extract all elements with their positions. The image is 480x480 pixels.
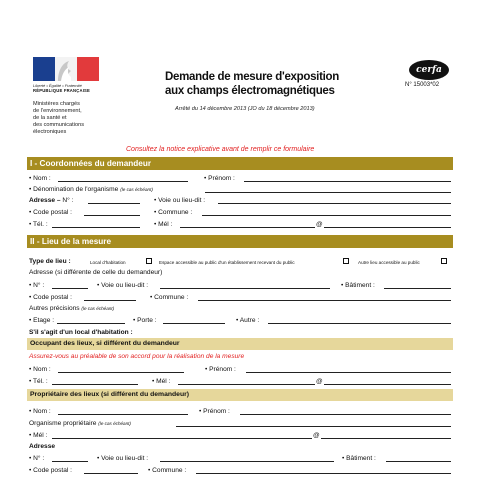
- field-voie[interactable]: [218, 203, 451, 204]
- label-lieu-batiment: • Bâtiment :: [341, 282, 375, 289]
- denomination-text: • Dénomination de l'organisme: [29, 186, 119, 193]
- occupant-note: Assurez-vous au préalable de son accord pour la réalisation de la mesure: [29, 353, 245, 360]
- numero-text: N° :: [62, 197, 74, 204]
- republique-logo: [33, 57, 99, 81]
- ministry-block: [33, 101, 118, 136]
- section-1-header: I - Coordonnées du demandeur: [27, 157, 453, 170]
- label-lieu-voie: • Voie ou lieu-dit :: [97, 282, 149, 289]
- occupant-at-sign: @: [316, 378, 323, 385]
- label-prenom: • Prénom :: [204, 175, 235, 182]
- field-occupant-tel[interactable]: [52, 384, 138, 385]
- ministry-line: des communications: [33, 122, 84, 128]
- label-tel: • Tél. :: [29, 221, 48, 228]
- arrete-reference: Arrêté du 14 décembre 2013 (JO du 18 décembre 2013): [175, 106, 315, 112]
- label-adresse-diff: Adresse (si différente de celle du demandeur): [29, 269, 163, 276]
- field-prop-nom[interactable]: [58, 414, 188, 415]
- field-denomination[interactable]: [205, 192, 451, 193]
- label-etage: • Etage :: [29, 317, 55, 324]
- label-commune: • Commune :: [154, 209, 193, 216]
- label-autre: • Autre :: [236, 317, 260, 324]
- label-prop-numero: • N° :: [29, 455, 45, 462]
- field-prop-commune[interactable]: [196, 473, 451, 474]
- field-mel-user[interactable]: [180, 227, 315, 228]
- field-occupant-prenom[interactable]: [246, 372, 451, 373]
- label-occupant-mel: • Mél :: [152, 378, 171, 385]
- checkbox-espace-public[interactable]: [343, 258, 349, 264]
- field-lieu-code-postal[interactable]: [84, 300, 136, 301]
- label-lieu-commune: • Commune :: [150, 294, 189, 301]
- checkbox-autre-lieu[interactable]: [441, 258, 447, 264]
- flag-white-band: [55, 57, 77, 81]
- field-commune[interactable]: [202, 215, 451, 216]
- flag-blue-band: [33, 57, 55, 81]
- label-adresse: [29, 196, 73, 205]
- label-autres-precisions: [29, 304, 114, 313]
- adresse-text: Adresse –: [29, 197, 61, 204]
- label-prop-voie: • Voie ou lieu-dit :: [97, 455, 149, 462]
- field-lieu-commune[interactable]: [198, 300, 451, 301]
- field-autre[interactable]: [268, 323, 451, 324]
- field-occupant-nom[interactable]: [58, 372, 184, 373]
- republique-label: RÉPUBLIQUE FRANÇAISE: [33, 88, 91, 93]
- title-line-1: Demande de mesure d'exposition: [165, 71, 339, 83]
- field-nom[interactable]: [58, 181, 188, 182]
- field-lieu-voie[interactable]: [160, 288, 330, 289]
- section-2-header: II - Lieu de la mesure: [27, 235, 453, 248]
- label-porte: • Porte :: [133, 317, 157, 324]
- label-prop-prenom: • Prénom :: [199, 408, 230, 415]
- label-denomination: [29, 185, 153, 194]
- ministry-line: électroniques: [33, 129, 67, 135]
- field-prop-code-postal[interactable]: [84, 473, 138, 474]
- label-occupant-prenom: • Prénom :: [205, 366, 236, 373]
- field-numero[interactable]: [88, 203, 140, 204]
- field-prop-mel-domain[interactable]: [321, 438, 451, 439]
- label-voie: • Voie ou lieu-dit :: [154, 197, 206, 204]
- field-occupant-mel-user[interactable]: [178, 384, 315, 385]
- option-local-habitation: Local d'habitation: [90, 260, 126, 265]
- field-prop-numero[interactable]: [52, 461, 88, 462]
- field-mel-domain[interactable]: [324, 227, 451, 228]
- field-prop-voie[interactable]: [160, 461, 334, 462]
- label-code-postal: • Code postal :: [29, 209, 72, 216]
- notice-warning: Consultez la notice explicative avant de remplir ce formulaire: [126, 146, 315, 153]
- occupant-header: Occupant des lieux, si différent du demandeur: [27, 338, 453, 350]
- label-occupant-tel: • Tél. :: [29, 378, 48, 385]
- field-etage[interactable]: [57, 323, 125, 324]
- label-local-habitation: S'il s'agit d'un local d'habitation :: [29, 329, 133, 336]
- field-organisme[interactable]: [176, 426, 451, 427]
- field-prop-prenom[interactable]: [240, 414, 451, 415]
- label-type-lieu: Type de lieu :: [29, 258, 71, 265]
- label-lieu-numero: • N° :: [29, 282, 45, 289]
- label-organisme: [29, 419, 131, 428]
- label-nom: • Nom :: [29, 175, 51, 182]
- autres-precisions-note: (le cas échéant): [81, 306, 115, 311]
- document-title: [165, 70, 339, 98]
- flag-red-band: [77, 57, 99, 81]
- title-line-2: aux champs électromagnétiques: [165, 85, 335, 97]
- prop-at-sign: @: [313, 432, 320, 439]
- organisme-note: (le cas échéant): [98, 421, 131, 426]
- field-prenom[interactable]: [244, 181, 451, 182]
- option-autre-lieu: Autre lieu accessible au public: [358, 260, 420, 265]
- cerfa-number: N° 15003*02: [405, 82, 440, 88]
- label-prop-adresse: Adresse: [29, 443, 56, 450]
- checkbox-local-habitation[interactable]: [146, 258, 152, 264]
- label-prop-commune: • Commune :: [148, 467, 187, 474]
- field-tel[interactable]: [52, 227, 140, 228]
- label-mel: • Mél :: [154, 221, 173, 228]
- label-prop-batiment: • Bâtiment :: [342, 455, 376, 462]
- label-lieu-code-postal: • Code postal :: [29, 294, 72, 301]
- ministry-line: Ministères chargés: [33, 101, 80, 107]
- field-prop-batiment[interactable]: [386, 461, 451, 462]
- ministry-line: de l'environnement,: [33, 108, 82, 114]
- autres-precisions-text: Autres précisions: [29, 305, 80, 312]
- option-espace-public: Espace accessible au public d'un établissement recevant du public: [159, 260, 295, 265]
- field-code-postal[interactable]: [84, 215, 140, 216]
- cerfa-logo: cerfa: [409, 60, 449, 80]
- ministry-line: de la santé et: [33, 115, 67, 121]
- proprietaire-header: Propriétaire des lieux (si différent du demandeur): [27, 389, 453, 401]
- field-lieu-batiment[interactable]: [384, 288, 451, 289]
- at-sign: @: [316, 221, 323, 228]
- field-occupant-mel-domain[interactable]: [324, 384, 451, 385]
- field-prop-mel-user[interactable]: [52, 438, 312, 439]
- marianne-icon: [55, 57, 77, 81]
- label-occupant-nom: • Nom :: [29, 366, 51, 373]
- label-prop-mel: • Mél :: [29, 432, 48, 439]
- field-lieu-numero[interactable]: [52, 288, 88, 289]
- organisme-text: Organisme propriétaire: [29, 420, 97, 427]
- denomination-note: (le cas échéant): [120, 187, 153, 192]
- label-prop-code-postal: • Code postal :: [29, 467, 72, 474]
- republic-motto: Liberté • Égalité • Fraternité: [33, 83, 82, 88]
- label-prop-nom: • Nom :: [29, 408, 51, 415]
- field-porte[interactable]: [163, 323, 225, 324]
